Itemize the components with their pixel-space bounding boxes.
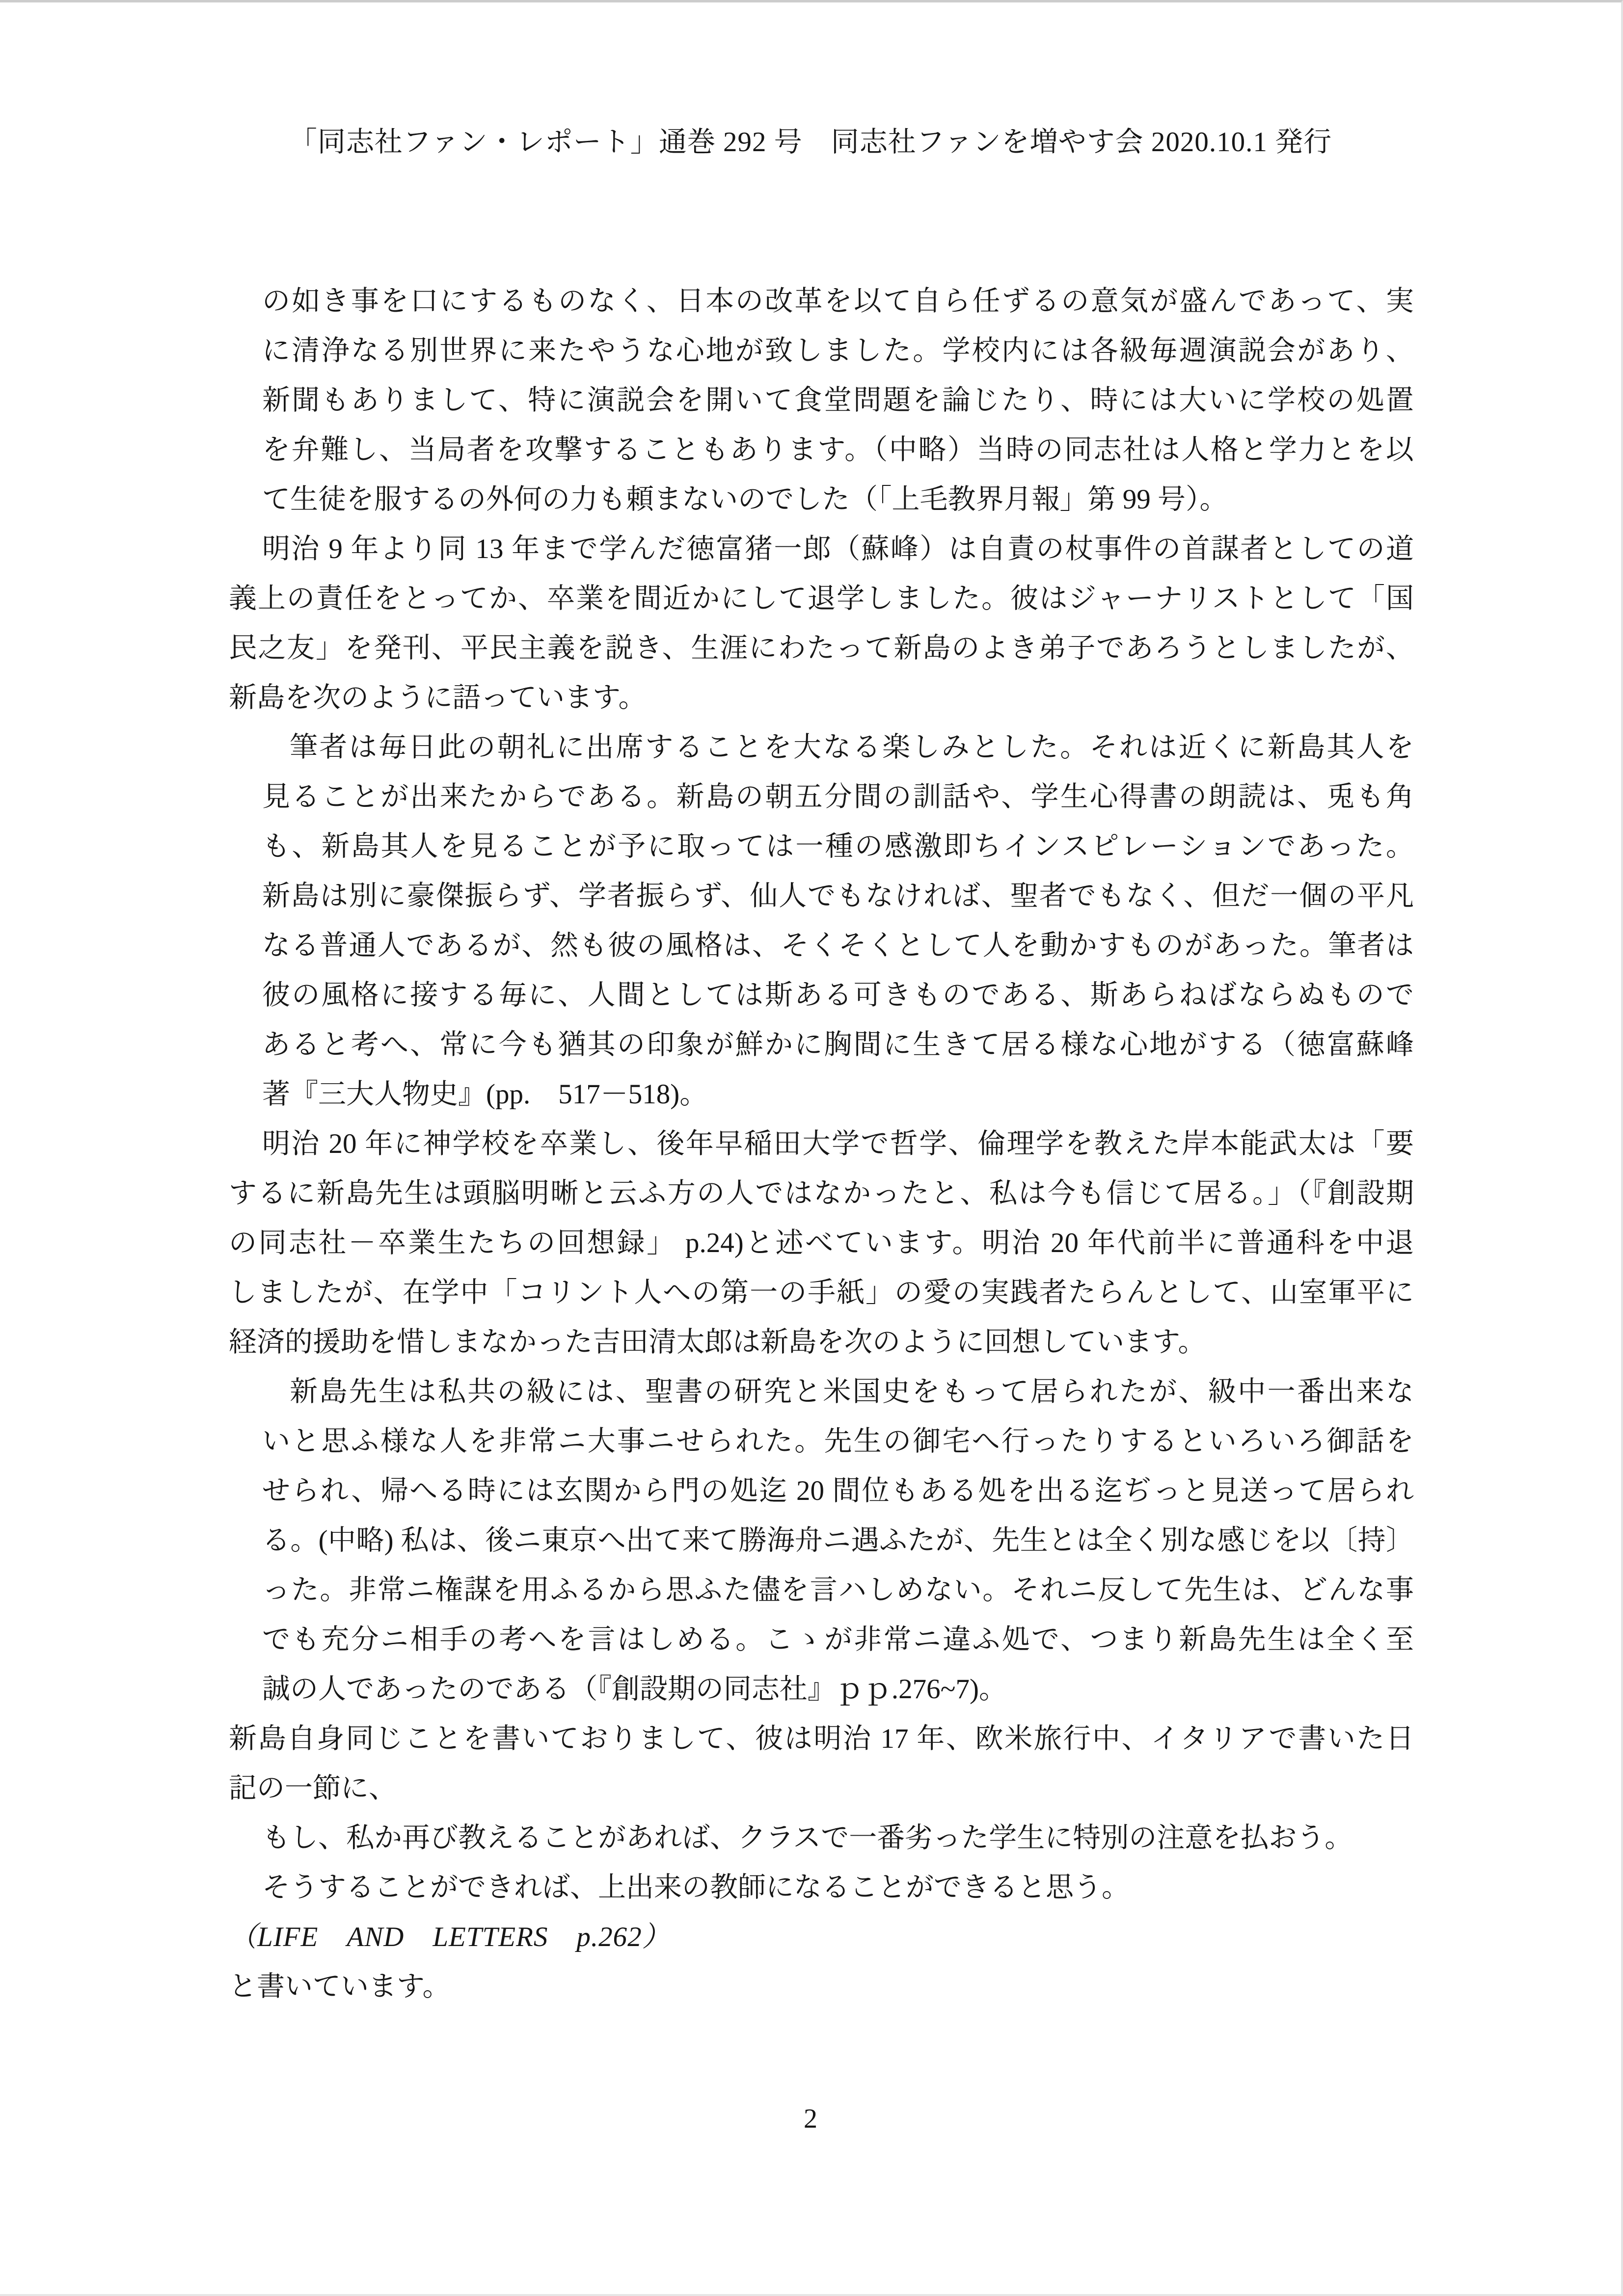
text-line: あると考へ、常に今も猶其の印象が鮮かに胸間に生きて居る様な心地がする（徳富蘇峰	[262, 1029, 1414, 1060]
text-line: もし、私か再び教えることがあれば、クラスで一番劣った学生に特別の注意を払おう。	[262, 1822, 1353, 1853]
text-line: 彼の風格に接する毎に、人間としては斯ある可きものである、斯あらねばならぬもので	[262, 980, 1414, 1011]
text-line: 民之友」を発刊、平民主義を説き、生涯にわたって新島のよき弟子であろうとしましたが、	[229, 633, 1414, 664]
page-number: 2	[804, 2104, 817, 2134]
text-line: 誠の人であったのである（『創設期の同志社』ｐｐ.276~7)。	[262, 1674, 1007, 1705]
text-line: の同志社－卒業生たちの回想録」 p.24)と述べています。明治 20 年代前半に普通科を中退	[229, 1228, 1414, 1258]
text-line: 新島先生は私共の級には、聖書の研究と米国史をもって居られたが、級中一番出来な	[290, 1376, 1414, 1407]
text-line: せられ、帰へる時には玄関から門の処迄 20 間位もある処を出る迄ぢっと見送って居られ	[262, 1475, 1414, 1506]
text-line: （LIFE AND LETTERS p.262）	[229, 1922, 671, 1952]
text-line: る。(中略) 私は、後ニ東京へ出て来て勝海舟ニ遇ふたが、先生とは全く別な感じを以〔持〕	[262, 1525, 1414, 1556]
text-line: も、新島其人を見ることが予に取っては一種の感激即ちインスピレーションであった。	[262, 831, 1414, 862]
text-line: 明治 20 年に神学校を卒業し、後年早稲田大学で哲学、倫理学を教えた岸本能武太は「要	[262, 1128, 1414, 1159]
text-line: の如き事を口にするものなく、日本の改革を以て自ら任ずるの意気が盛んであって、実	[262, 286, 1414, 317]
text-line: 筆者は毎日此の朝礼に出席することを大なる楽しみとした。それは近くに新島其人を	[290, 732, 1414, 763]
text-line: するに新島先生は頭脳明晰と云ふ方の人ではなかったと、私は今も信じて居る。」（『創設期	[229, 1178, 1414, 1209]
text-line: 著『三大人物史』(pp. 517－518)。	[262, 1079, 708, 1110]
text-line: 明治 9 年より同 13 年まで学んだ徳富猪一郎（蘇峰）は自責の杖事件の首謀者としての道	[262, 534, 1414, 564]
text-line: でも充分ニ相手の考へを言はしめる。こゝが非常ニ違ふ処で、つまり新島先生は全く至	[262, 1624, 1414, 1655]
text-line: と書いています。	[229, 1971, 451, 2002]
text-line: て生徒を服するの外何の力も頼まないのでした（「上毛教界月報」第 99 号）。	[262, 484, 1228, 515]
text-line: そうすることができれば、上出来の教師になることができると思う。	[262, 1872, 1130, 1903]
text-line: 新島は別に豪傑振らず、学者振らず、仙人でもなければ、聖者でもなく、但だ一個の平凡	[262, 881, 1414, 911]
text-line: なる普通人であるが、然も彼の風格は、そくそくとして人を動かすものがあった。筆者は	[262, 930, 1414, 961]
text-line: った。非常ニ権謀を用ふるから思ふた儘を言ハしめない。それニ反して先生は、どんな事	[262, 1575, 1414, 1605]
text-line: 新聞もありまして、特に演説会を開いて食堂問題を論じたり、時には大いに学校の処置	[262, 385, 1414, 416]
text-line: 見ることが出来たからである。新島の朝五分間の訓話や、学生心得書の朗読は、兎も角	[262, 781, 1414, 812]
text-line: いと思ふ様な人を非常ニ大事ニせられた。先生の御宅へ行ったりするといろいろ御話を	[262, 1426, 1414, 1457]
text-line: 義上の責任をとってか、卒業を間近かにして退学しました。彼はジャーナリストとして「国	[229, 583, 1414, 614]
text-line: 新島自身同じことを書いておりまして、彼は明治 17 年、欧米旅行中、イタリアで書いた日	[229, 1723, 1414, 1754]
page-header: 「同志社ファン・レポート」通巻 292 号 同志社ファンを増やす会 2020.10.1 発行	[289, 127, 1332, 158]
text-line: 経済的援助を惜しまなかった吉田清太郎は新島を次のように回想しています。	[229, 1327, 1206, 1358]
text-line: 記の一節に、	[229, 1773, 397, 1804]
text-line: しましたが、在学中「コリント人への第一の手紙」の愛の実践者たらんとして、山室軍平に	[229, 1277, 1414, 1308]
text-line: 新島を次のように語っています。	[229, 682, 647, 713]
text-line: に清浄なる別世界に来たやうな心地が致しました。学校内には各級毎週演説会があり、	[262, 335, 1414, 366]
text-line: を弁難し、当局者を攻撃することもあります。（中略）当時の同志社は人格と学力とを以	[262, 434, 1414, 465]
document-body	[229, 276, 1414, 2011]
